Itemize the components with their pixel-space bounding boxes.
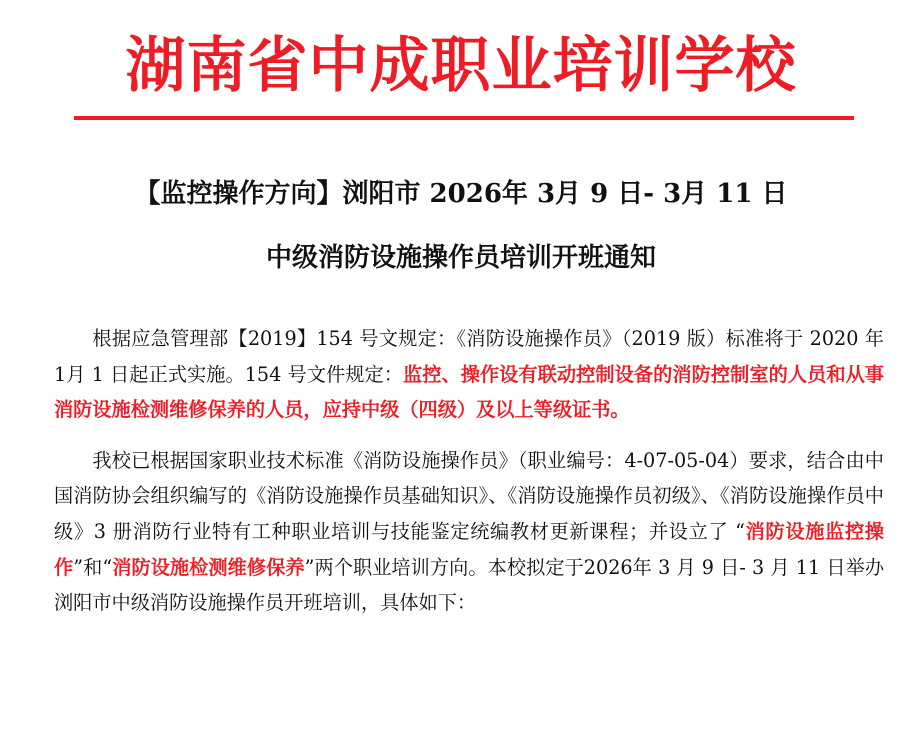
notice-title-line2: 中级消防设施操作员培训开班通知 (265, 243, 656, 273)
regulation-highlight: 监控、操作设有联动控制设备的消防控制室的人员和从事消防设施检测维修保养的人员，应持中级（四级）及以上等级证书。 (54, 362, 884, 422)
paragraph-regulation (54, 321, 884, 428)
direction-monitoring: 消防设施监控操作 (54, 519, 884, 579)
course-plan-text-1: 我校已根据国家职业技术标准《消防设施操作员》（职业编号：4-07-05-04）要求，结合由中国消防协会组织编写的《消防设施操作员基础知识》、《消防设施操作员初级》、《消防设施操作员中级》3 册消防行业特有工种职业培训与技能鉴定统编教材更新课程；并设立了 “ (54, 448, 884, 543)
regulation-text: 根据应急管理部【2019】154 号文规定：《消防设施操作员》（2019 版）标准将于 2020 年 1月 1 日起正式实施。154 号文件规定： (54, 327, 884, 386)
notice-body (54, 321, 884, 621)
header-red-rule (74, 116, 854, 120)
course-plan-text-2: ”和“ (73, 555, 113, 579)
direction-maintenance: 消防设施检测维修保养 (112, 555, 305, 579)
paragraph-course-plan (54, 443, 884, 621)
course-plan-text-3: ”两个职业培训方向。本校拟定于2026年 3 月 9 日- 3 月 11 日举办浏阳市中级消防设施操作员开班培训，具体如下： (54, 555, 885, 615)
org-title: 湖南省中成职业培训学校 (125, 31, 797, 101)
notice-title-line1: 【监控操作方向】浏阳市 2026年 3月 9 日- 3月 11 日 (134, 179, 788, 209)
